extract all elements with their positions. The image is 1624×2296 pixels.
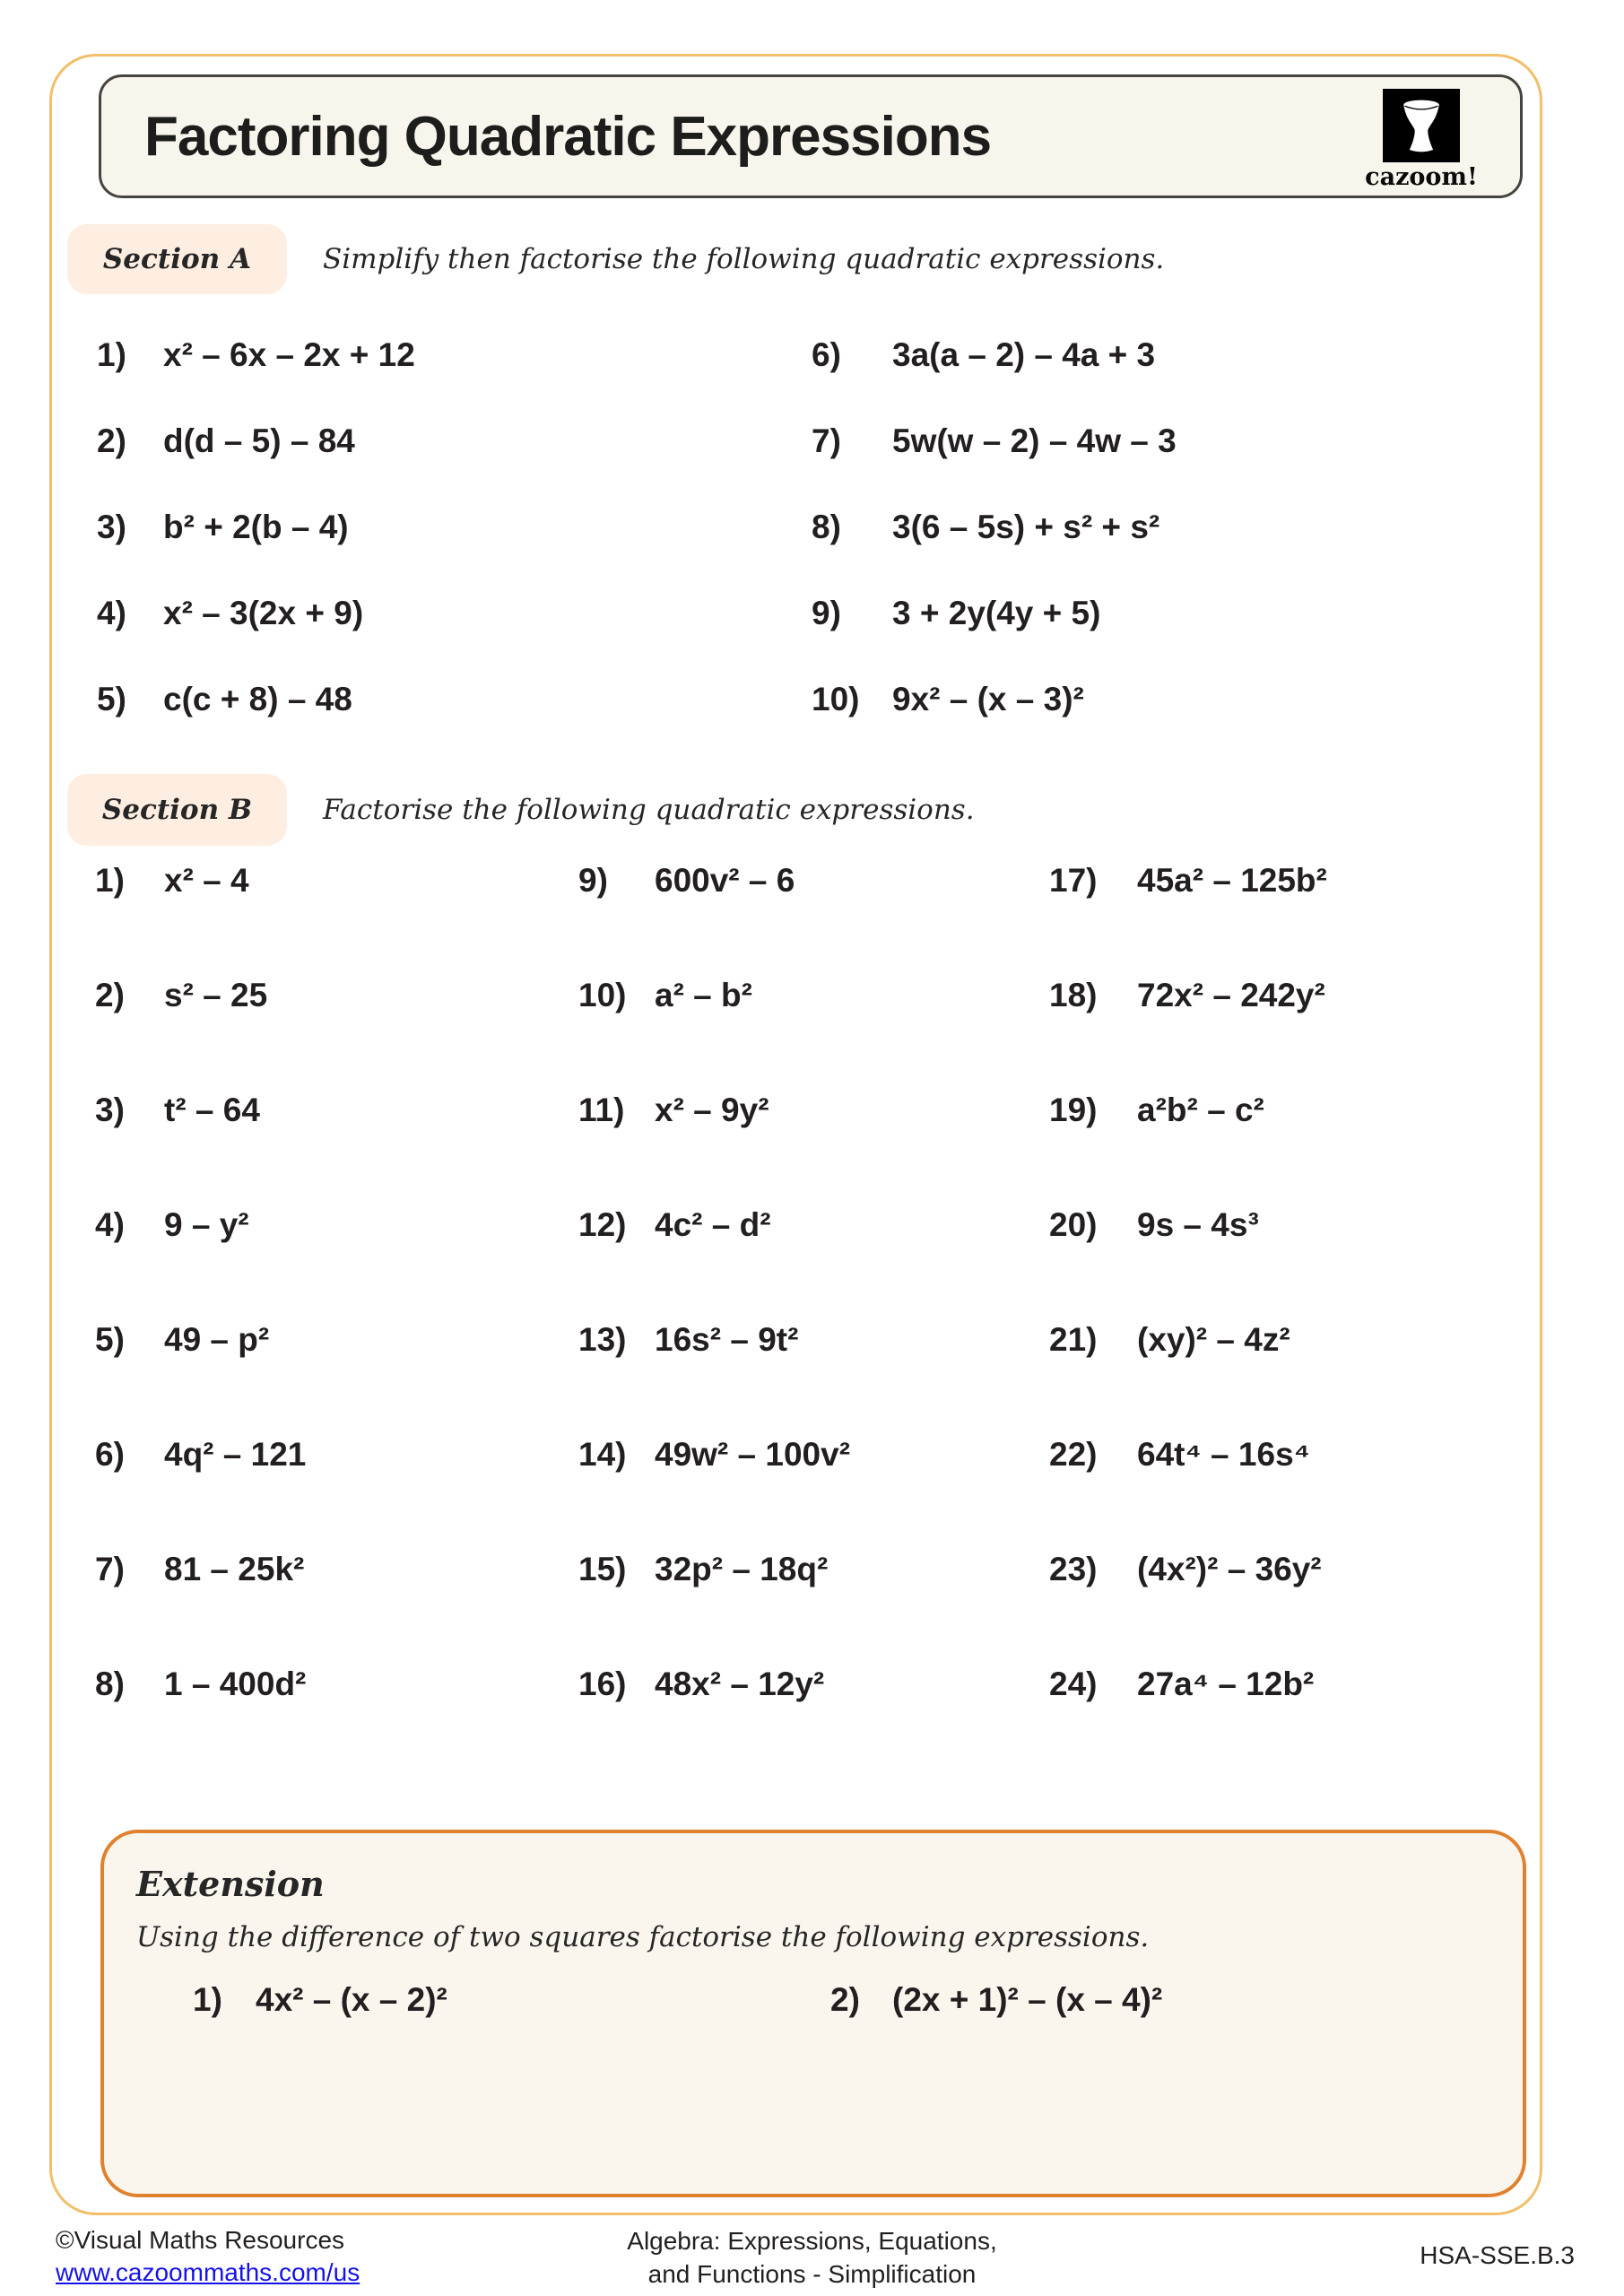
problem-expression: 45a² – 125b² [1137, 862, 1327, 899]
problem-row [578, 823, 850, 938]
extension-column-2 [830, 1978, 1162, 2022]
problem-row [95, 1397, 306, 1512]
drum-icon [1383, 89, 1460, 162]
footer-topic-line1: Algebra: Expressions, Equations, [627, 2227, 997, 2255]
problem-row [578, 1512, 850, 1627]
problem-number: 7) [95, 1551, 125, 1587]
problem-row [95, 1627, 306, 1742]
problem-expression: 3(6 – 5s) + s² + s² [892, 509, 1160, 545]
problem-number: 1) [97, 336, 126, 373]
page-title: Factoring Quadratic Expressions [144, 105, 992, 168]
problem-row [95, 1512, 306, 1627]
problem-number: 4) [95, 1206, 125, 1243]
problem-number: 15) [578, 1551, 627, 1587]
problem-row [1049, 1283, 1327, 1397]
problem-number: 5) [97, 681, 126, 718]
problem-row [812, 398, 1177, 484]
problem-row [1049, 823, 1327, 938]
problem-number: 16) [578, 1665, 627, 1702]
section-b-column-2 [578, 823, 850, 1742]
problem-row [97, 570, 415, 657]
problem-expression: x² – 3(2x + 9) [163, 595, 364, 631]
problem-number: 10) [812, 681, 860, 718]
title-box [99, 74, 1523, 198]
problem-row [95, 1053, 306, 1168]
footer-topic [0, 2224, 1624, 2291]
problem-number: 12) [578, 1206, 627, 1243]
problem-row [97, 657, 415, 743]
problem-expression: a² – b² [655, 977, 752, 1013]
problem-expression: 32p² – 18q² [655, 1551, 829, 1587]
section-a-column-1 [97, 312, 415, 743]
extension-title: Extension [136, 1864, 325, 1904]
problem-expression: 9 – y² [164, 1206, 249, 1243]
section-b-column-3 [1049, 823, 1327, 1742]
problem-expression: 5w(w – 2) – 4w – 3 [892, 422, 1177, 459]
problem-expression: (xy)² – 4z² [1137, 1321, 1290, 1358]
problem-number: 23) [1049, 1551, 1098, 1587]
problem-row [812, 484, 1177, 570]
problem-number: 6) [812, 336, 841, 373]
problem-row [812, 657, 1177, 743]
footer-copyright: ©Visual Maths Resources [56, 2226, 345, 2254]
section-b-label-text: Section B [101, 794, 253, 826]
problem-row [1049, 1168, 1327, 1283]
problem-expression: x² – 4 [164, 862, 249, 899]
problem-row [95, 1168, 306, 1283]
problem-number: 10) [578, 977, 627, 1013]
problem-number: 1) [95, 862, 125, 899]
problem-number: 22) [1049, 1436, 1098, 1473]
problem-number: 1) [193, 1981, 222, 2018]
problem-row [1049, 1627, 1327, 1742]
problem-row [97, 312, 415, 398]
problem-expression: 72x² – 242y² [1137, 977, 1325, 1013]
problem-expression: 1 – 400d² [164, 1665, 307, 1702]
problem-number: 4) [97, 595, 126, 631]
problem-row [97, 398, 415, 484]
problem-number: 21) [1049, 1321, 1098, 1358]
section-a-label [67, 224, 287, 294]
problem-expression: c(c + 8) – 48 [163, 681, 352, 718]
footer-topic-line2: and Functions - Simplification [647, 2260, 977, 2288]
footer-standard-code: HSA-SSE.B.3 [1420, 2241, 1575, 2269]
problem-number: 5) [95, 1321, 125, 1358]
problem-number: 2) [830, 1981, 860, 2018]
problem-expression: d(d – 5) – 84 [163, 422, 355, 459]
problem-expression: a²b² – c² [1137, 1091, 1264, 1128]
problem-row [812, 312, 1177, 398]
problem-number: 6) [95, 1436, 125, 1473]
problem-expression: b² + 2(b – 4) [163, 509, 349, 545]
problem-number: 9) [578, 862, 608, 899]
problem-number: 11) [578, 1091, 625, 1128]
problem-row [95, 1283, 306, 1397]
problem-expression: 64t⁴ – 16s⁴ [1137, 1436, 1310, 1473]
problem-row [1049, 1397, 1327, 1512]
problem-row [97, 484, 415, 570]
problem-row [812, 570, 1177, 657]
problem-number: 20) [1049, 1206, 1098, 1243]
problem-expression: x² – 6x – 2x + 12 [163, 336, 415, 373]
problem-expression: 81 – 25k² [164, 1551, 305, 1587]
section-b-instruction: Factorise the following quadratic expressions. [323, 794, 975, 826]
problem-expression: (2x + 1)² – (x – 4)² [892, 1981, 1163, 2018]
footer-website-link[interactable]: www.cazoommaths.com/us [56, 2258, 360, 2286]
section-a-instruction: Simplify then factorise the following quadratic expressions. [323, 243, 1165, 275]
problem-number: 18) [1049, 977, 1098, 1013]
problem-expression: 4c² – d² [655, 1206, 771, 1243]
section-b-column-1 [95, 823, 306, 1742]
problem-number: 17) [1049, 862, 1098, 899]
problem-number: 3) [97, 509, 126, 545]
problem-number: 24) [1049, 1665, 1098, 1702]
problem-number: 2) [97, 422, 126, 459]
problem-row [578, 1397, 850, 1512]
problem-expression: 3 + 2y(4y + 5) [892, 595, 1101, 631]
section-a-column-2 [812, 312, 1177, 743]
problem-number: 3) [95, 1091, 125, 1128]
problem-row [578, 1053, 850, 1168]
problem-expression: 3a(a – 2) – 4a + 3 [892, 336, 1156, 373]
problem-expression: x² – 9y² [655, 1091, 769, 1128]
problem-row [578, 938, 850, 1053]
brand-name: cazoom! [1365, 163, 1478, 191]
problem-expression: 16s² – 9t² [655, 1321, 799, 1358]
problem-expression: 27a⁴ – 12b² [1137, 1665, 1315, 1702]
problem-number: 7) [812, 422, 841, 459]
problem-expression: 4q² – 121 [164, 1436, 307, 1473]
problem-number: 8) [812, 509, 841, 545]
problem-number: 13) [578, 1321, 627, 1358]
problem-row [578, 1283, 850, 1397]
problem-number: 9) [812, 595, 841, 631]
problem-row [193, 1978, 447, 2022]
problem-row [95, 823, 306, 938]
problem-expression: 4x² – (x – 2)² [256, 1981, 447, 2018]
problem-row [1049, 938, 1327, 1053]
problem-row [95, 938, 306, 1053]
problem-row [578, 1627, 850, 1742]
problem-expression: 49w² – 100v² [655, 1436, 851, 1473]
problem-expression: (4x²)² – 36y² [1137, 1551, 1322, 1587]
extension-instruction: Using the difference of two squares factorise the following expressions. [136, 1921, 1150, 1953]
problem-number: 19) [1049, 1091, 1098, 1128]
problem-number: 14) [578, 1436, 627, 1473]
section-a-label-text: Section A [102, 243, 252, 275]
problem-row [1049, 1053, 1327, 1168]
problem-expression: 9x² – (x – 3)² [892, 681, 1084, 718]
problem-expression: t² – 64 [164, 1091, 260, 1128]
cazoom-logo [1350, 89, 1493, 191]
problem-number: 8) [95, 1665, 125, 1702]
problem-row [578, 1168, 850, 1283]
problem-number: 2) [95, 977, 125, 1013]
problem-expression: s² – 25 [164, 977, 268, 1013]
problem-row [830, 1978, 1162, 2022]
problem-row [1049, 1512, 1327, 1627]
problem-expression: 600v² – 6 [655, 862, 795, 899]
problem-expression: 48x² – 12y² [655, 1665, 825, 1702]
extension-column-1 [193, 1978, 447, 2022]
problem-expression: 49 – p² [164, 1321, 270, 1358]
problem-expression: 9s – 4s³ [1137, 1206, 1259, 1243]
